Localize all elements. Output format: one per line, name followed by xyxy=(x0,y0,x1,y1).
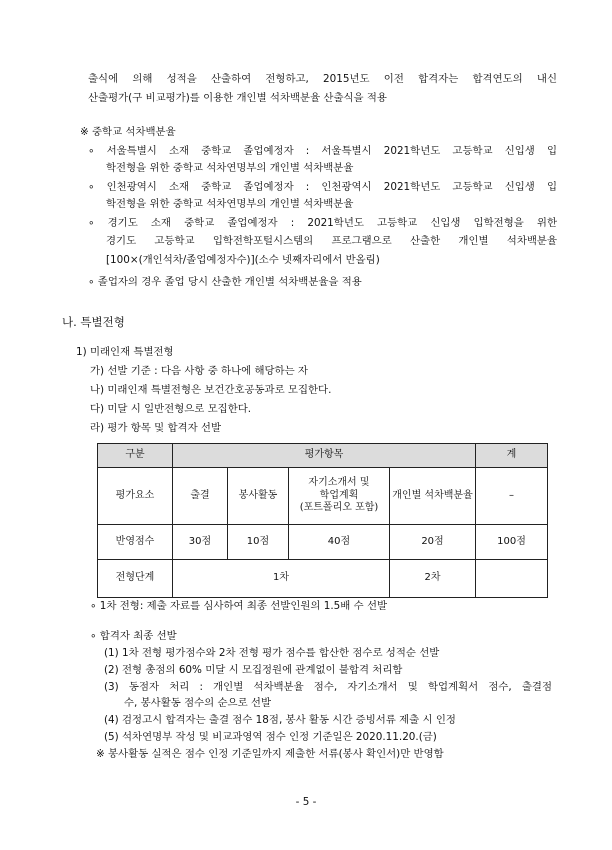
cell-attendance: 출결 xyxy=(173,468,228,525)
page-number: - 5 - xyxy=(295,796,317,808)
table-row-scores xyxy=(98,525,548,560)
header-evaluation-items: 평가항목 xyxy=(173,444,476,468)
row-label-stage: 전형단계 xyxy=(98,560,173,598)
section-item-na: 나) 미래인재 특별전형은 보건간호공동과로 모집한다. xyxy=(90,384,332,396)
score-self-intro: 40점 xyxy=(289,525,390,560)
final-item-3-line-1: (3) 동점자 처리 : 개인별 석차백분율 점수, 자기소개서 및 학업계획서 점수, 출결점 xyxy=(104,681,552,693)
section-item-ra: 라) 평가 항목 및 합격자 선발 xyxy=(90,422,221,434)
header-total: 계 xyxy=(476,444,548,468)
section-title: 나. 특별전형 xyxy=(62,315,125,329)
stage-empty xyxy=(476,560,548,598)
note-remark: ※ 봉사활동 실적은 점수 인정 기준일까지 제출한 서류(봉사 확인서)만 반영함 xyxy=(96,748,444,760)
table-row-elements xyxy=(98,468,548,525)
score-total: 100점 xyxy=(476,525,548,560)
cell-self-intro-line-3: (포트폴리오 포함) xyxy=(299,502,379,514)
subsection-title: 1) 미래인재 특별전형 xyxy=(76,346,174,358)
ms-item-gyeonggi-line-3: [100×(개인석차/졸업예정자수)](소수 넷째자리에서 반올림) xyxy=(106,254,380,266)
ms-item-seoul-line-2: 학전형을 위한 중학교 석차연명부의 개인별 석차백분율 xyxy=(106,162,354,174)
stage-first: 1차 xyxy=(173,560,390,598)
cell-self-intro xyxy=(289,468,390,525)
table-row-stage xyxy=(98,560,548,598)
section-item-da: 다) 미달 시 일반전형으로 모집한다. xyxy=(90,403,252,415)
section-item-ga: 가) 선발 기준 : 다음 사항 중 하나에 해당하는 자 xyxy=(90,365,308,377)
stage-second: 2차 xyxy=(390,560,476,598)
ms-item-graduate: ∘ 졸업자의 경우 졸업 당시 산출한 개인별 석차백분율을 적용 xyxy=(88,276,362,288)
header-category: 구분 xyxy=(98,444,173,468)
cell-self-intro-line-2: 학업계획 xyxy=(319,489,359,501)
score-percentile: 20점 xyxy=(390,525,476,560)
final-item-4: (4) 검정고시 합격자는 출결 점수 18점, 봉사 활동 시간 증빙서류 제출 시 인정 xyxy=(104,714,456,726)
ms-item-gyeonggi-line-2: 경기도 고등학교 입학전학포털시스템의 프로그램으로 산출한 개인별 석차백분율 xyxy=(106,235,557,247)
intro-line-2: 산출평가(구 비교평가)를 이용한 개인별 석차백분율 산출식을 적용 xyxy=(88,92,387,104)
note-first-stage: ∘ 1차 전형: 제출 자료를 심사하여 최종 선발인원의 1.5배 수 선발 xyxy=(90,600,388,612)
cell-percentile: 개인별 석차백분율 xyxy=(390,468,476,525)
final-item-3-line-2: 수, 봉사활동 점수의 순으로 선발 xyxy=(124,697,271,709)
final-item-5: (5) 석차연명부 작성 및 비교과영역 점수 인정 기준일은 2020.11.20.(금) xyxy=(104,731,437,743)
note-final-heading: ∘ 합격자 최종 선발 xyxy=(90,630,177,642)
final-item-2: (2) 전형 총점의 60% 미달 시 모집정원에 관계없이 불합격 처리함 xyxy=(104,664,403,676)
cell-total-dash: – xyxy=(476,468,548,525)
cell-volunteer: 봉사활동 xyxy=(228,468,289,525)
ms-item-seoul-line-1: ∘ 서울특별시 소재 중학교 졸업예정자 : 서울특별시 2021학년도 고등학교 신입생 입 xyxy=(88,145,557,157)
table-header-row xyxy=(98,444,548,468)
intro-line-1: 출식에 의해 성적을 산출하여 전형하고, 2015년도 이전 합격자는 합격연도의 내신 xyxy=(88,73,557,85)
row-label-scores: 반영점수 xyxy=(98,525,173,560)
evaluation-table xyxy=(97,443,548,598)
row-label-elements: 평가요소 xyxy=(98,468,173,525)
ms-item-incheon-line-2: 학전형을 위한 중학교 석차연명부의 개인별 석차백분율 xyxy=(106,198,354,210)
middle-school-heading: ※ 중학교 석차백분율 xyxy=(80,126,176,138)
ms-item-gyeonggi-line-1: ∘ 경기도 소재 중학교 졸업예정자 : 2021학년도 고등학교 신입생 입학전형을 위한 xyxy=(88,217,557,229)
cell-self-intro-line-1: 자기소개서 및 xyxy=(308,477,370,489)
score-attendance: 30점 xyxy=(173,525,228,560)
score-volunteer: 10점 xyxy=(228,525,289,560)
ms-item-incheon-line-1: ∘ 인천광역시 소재 중학교 졸업예정자 : 인천광역시 2021학년도 고등학교 신입생 입 xyxy=(88,181,557,193)
final-item-1: (1) 1차 전형 평가점수와 2차 전형 평가 점수를 합산한 점수로 성적순 선발 xyxy=(104,647,440,659)
